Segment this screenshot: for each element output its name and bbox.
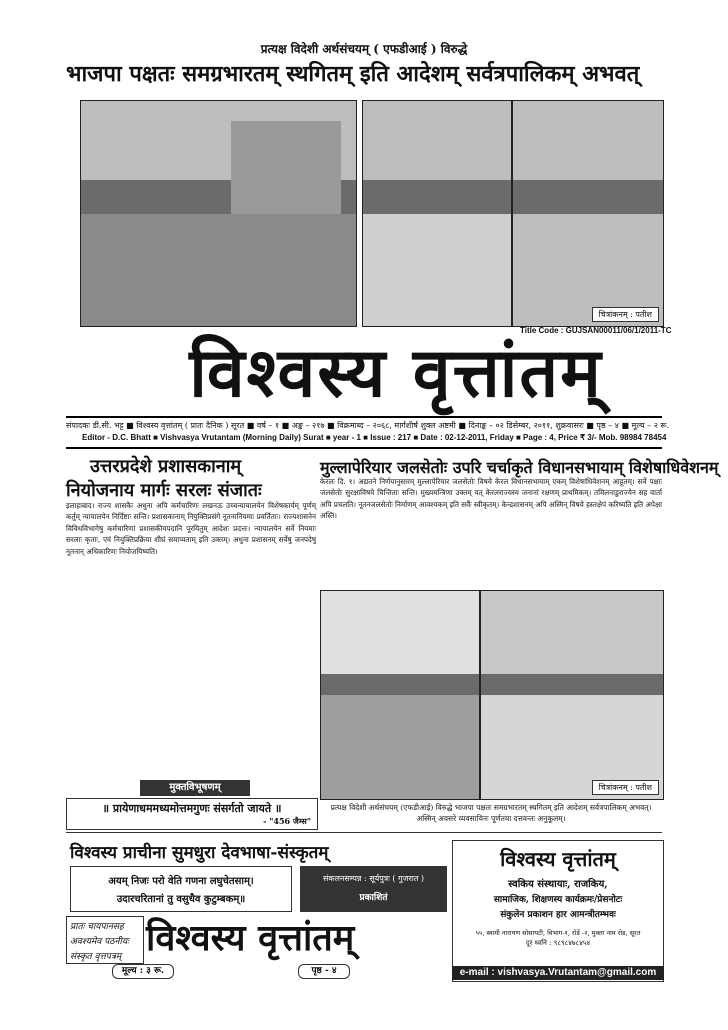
tagline-3: संकुलेन प्रकाशन हार आमन्त्रीतम्भवः xyxy=(500,910,616,920)
page-pill: पृष्ठ - ४ xyxy=(298,964,350,979)
masthead-rule xyxy=(66,416,662,418)
publisher-box xyxy=(300,866,447,912)
top-photo-right xyxy=(512,100,664,327)
quote-box xyxy=(66,798,318,830)
publisher-line-1: संकलनसम्पन्न : सूर्यपुत्रः ( गुजरात ) xyxy=(322,874,425,883)
masthead: विश्वस्य वृत्तांतम् xyxy=(189,333,603,413)
title-code: Title Code : GUJSAN00011/06/1/2011-TC xyxy=(520,326,672,335)
verse-line-1: अयम् निजः परो वेति गणना लघुचेतसाम्। xyxy=(108,876,254,887)
photo-credit: चित्रांकनम् : पतीश xyxy=(592,307,659,322)
issue-info-hindi: संपादकः डी.सी. भट्ट ■ विश्वस्य वृत्तांतम् ( प्रातः दैनिक ) सूरत ■ वर्ष – १ ■ अङ्क – २१७ ■ विक्रमाब्द – २०६८, मार्गशीर्ष शुक्ल अष्टमी ■ दिनाङ्क – ०२ डिसेम्बर, २०११, शुक्रवासरः ■ पृष्ठ – ४ ■ मूल्य – २ रू. xyxy=(66,421,670,430)
right-panel xyxy=(452,840,664,982)
mid-photo-left xyxy=(320,590,480,800)
mukti-label: मुक्तविभूषणम् xyxy=(140,780,250,796)
photo-sky xyxy=(321,591,479,674)
verse-box xyxy=(70,866,292,912)
left-subheading-1: उत्तरप्रदेशे प्रशासकानाम् xyxy=(90,456,242,477)
article-column-2: केरलः दि. १। अद्यतने निर्णयानुसारम् मुल्लापेरियार जलसेतोः विषये केरल विधानसभायाम् एकम् विशेषाधिवेशनम् आहूतम्। सर्वे पक्षाः जलसेतोः सुरक्षाविषये चिन्तिताः सन्ति। मुख्यमन्त्रिणा उक्तम् यत् केरलराज्यस्य जनानां रक्षणम् प्राथमिकम्। तमिलनाडुराज्येन सह वार्ता अपि प्रचलति। नूतनजलसेतोः निर्माणम् आवश्यकम् इति सर्वैः स्वीकृतम्। केन्द्रशासनम् अपि अस्मिन् विषये हस्तक्षेपं करिष्यति इति अपेक्षा अस्ति। xyxy=(320,477,662,521)
promo-line-2: अवश्यमेव पठनीयः xyxy=(70,937,129,947)
quote-source: - "456 जैम्स" xyxy=(263,816,311,826)
price-pill: मूल्य : ३ रू. xyxy=(112,964,174,979)
tagline-1: स्वकिय संस्थायाः, राजकिय, xyxy=(508,879,608,890)
bottom-divider xyxy=(66,832,662,833)
address: ५५, स्वामी नारायण सोसायटी, विभाग-१, रोडें -२, मुक्ता नाम रोड, सूरत xyxy=(475,929,641,937)
panel-heading: विश्वस्य प्राचीना सुमधुरा देवभाषा-संस्कृतम् xyxy=(70,843,329,863)
publisher-line-2: प्रकाशितं xyxy=(359,893,388,903)
issue-info-english: Editor - D.C. Bhatt ■ Vishvasya Vrutantam (Morning Daily) Surat ■ year - 1 ■ Issue : 217 ■ Date : 02-12-2011, Friday ■ Page : 4, Price ₹ 3/- Mob. 98984 78454 xyxy=(82,433,667,442)
photo-sky xyxy=(481,591,663,674)
right-subheading: मुल्लापेरियार जलसेतोः उपरि चर्चाकृते विधानसभायाम् विशेषाधिवेशनम् xyxy=(320,458,719,477)
promo-line-3: संस्कृत वृत्तपत्रम् xyxy=(70,952,122,962)
photo-sky xyxy=(363,101,511,180)
article-column-1: इलाहाबाद। राज्य शासकैः अधुना अपि कर्मचारिणः लखनऊ उच्चन्यायालयेन विशेषकार्यम् पूर्णम् कर्तुम् न्यायालयेन निर्दिष्टाः सन्ति। प्रशासकानाम् नियुक्तिप्रसंगे नूतनानियमाः प्रवर्तिताः। राज्यशासनेन विविधविभागेषु कर्मचारिणां प्रशासकीयपदानि पूरयितुम् आदेशः प्रदत्तः। न्यायालयेन सर्वे नियमाः सरलाः कृताः, एवं नियुक्तिप्रक्रिया शीघ्रं समाप्यताम् इति उक्तम्। अधुना प्रशासनम् सर्वेषु जनपदेषु नूतनान् अधिकारिणः नियोजयिष्यति। xyxy=(66,501,316,556)
headline: भाजपा पक्षतः समग्रभारतम् स्थगितम् इति आदेशम् सर्वत्रपालिकम् अभवत् xyxy=(66,61,640,87)
photo-road xyxy=(363,214,511,327)
mid-photo-right xyxy=(480,590,664,800)
left-subheading-2: नियोजनाय मार्गः सरलः संजातः xyxy=(66,480,262,501)
promo-box xyxy=(66,916,144,964)
promo-masthead: विश्वस्य वृत्तांतम् xyxy=(146,917,355,959)
tagline-2: सामाजिक, शिक्षणस्य कार्यक्रमः/प्रेसनोटः xyxy=(493,895,623,905)
photo-road xyxy=(321,695,479,799)
info-rule xyxy=(66,447,662,449)
photo-credit: चित्रांकनम् : पतीश xyxy=(592,780,659,795)
right-panel-masthead: विश्वस्य वृत्तांतम् xyxy=(500,847,616,871)
photo-road xyxy=(81,214,356,327)
photo-caption: प्रत्यक्ष विदेशी अर्थसंचयम् (एफडीआई) विरुद्धे भाजपा पक्षतः समग्रभारतम् स्थगितम् इति आदेशम् सर्वत्रपालिकम् अभवत्। अस्मिन् अवसरे व्यवसायिनः पूर्णतया दत्तवन्तः अनुकूलम्। xyxy=(330,803,652,823)
verse-line-2: उदारचरितानां तु वसुधैव कुटुम्बकम्॥ xyxy=(116,894,246,905)
promo-line-1: प्रातः चायपानसह xyxy=(70,922,124,932)
phone: दूर ध्वनि : ९८९८४७८४५४ xyxy=(525,939,591,947)
top-photo-middle xyxy=(362,100,512,327)
email-bar[interactable]: e-mail : vishvasya.Vrutantam@gmail.com xyxy=(452,966,664,980)
kicker: प्रत्यक्ष विदेशी अर्थसंचयम् ( एफडीआई ) विरुद्धे xyxy=(260,42,468,56)
top-photo-left xyxy=(80,100,357,327)
photo-sky xyxy=(513,101,663,180)
quote-text: ॥ प्रायेणाधममध्यमोत्तमगुणः संसर्गतो जायते ॥ xyxy=(102,802,282,815)
